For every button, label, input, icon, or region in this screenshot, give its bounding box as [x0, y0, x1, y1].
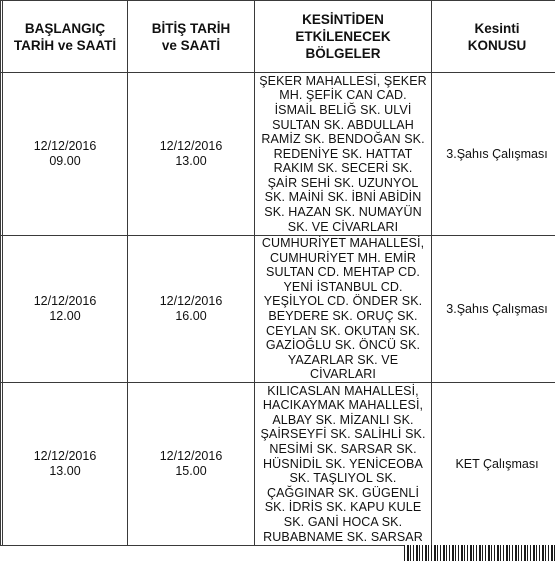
affected-regions-cell: CUMHURİYET MAHALLESİ, CUMHURİYET MH. EMİR SULTAN CD. MEHTAP CD. YENİ İSTANBUL CD. YEŞİLYOL CD. ÖNDER SK. BEYDERE SK. ORUÇ SK. CEYLAN SK. OKUTAN SK. GAZİOĞLU SK. ÖNCÜ SK. YAZARLAR SK. VE CİVARLARI [255, 236, 432, 383]
end-datetime-cell: 12/12/2016 16.00 [128, 236, 255, 383]
start-datetime-cell: 12/12/2016 09.00 [3, 73, 128, 236]
end-datetime-cell: 12/12/2016 13.00 [128, 73, 255, 236]
table-row [1, 236, 555, 383]
start-datetime-cell: 12/12/2016 12.00 [3, 236, 128, 383]
header-start-datetime: BAŞLANGIÇ TARİH ve SAATİ [3, 1, 128, 73]
start-datetime-cell: 12/12/2016 13.00 [3, 382, 128, 545]
table-row [1, 73, 555, 236]
header-affected-regions: KESİNTİDEN ETKİLENECEK BÖLGELER [255, 1, 432, 73]
affected-regions-cell: ŞEKER MAHALLESİ, ŞEKER MH. ŞEFİK CAN CAD. İSMAİL BELİĞ SK. ULVİ SULTAN SK. ABDULLAH RAMİZ SK. BENDOĞAN SK. REDENİYE SK. HATTAT RAKIM SK. SECERİ SK. ŞAİR SEHİ SK. UZUNYOL SK. MAİNİ SK. İBNİ ABİDİN SK. HAZAN SK. NUMAYÜN SK. VE CİVARLARI [255, 73, 432, 236]
outage-subject-cell: KET Çalışması [432, 382, 555, 545]
affected-regions-cell: KILICASLAN MAHALLESİ, HACIKAYMAK MAHALLESİ, ALBAY SK. MİZANLI SK. ŞAİRSEYFİ SK. SALİHLİ SK. NESİMİ SK. SARSAR SK. HÜSNİDİL SK. YENİCEOBA SK. TAŞLIYOL SK. ÇAĞGINAR SK. GÜGENLİ SK. İDRİS SK. KAPU KULE SK. GANİ HOCA SK. RUBABNAME SK. SARSAR [255, 382, 432, 545]
end-datetime-cell: 12/12/2016 15.00 [128, 382, 255, 545]
header-row [1, 1, 555, 73]
barcode-image [404, 545, 555, 561]
header-end-datetime: BİTİŞ TARİH ve SAATİ [128, 1, 255, 73]
header-outage-subject: Kesinti KONUSU [432, 1, 555, 73]
outage-subject-cell: 3.Şahıs Çalışması [432, 236, 555, 383]
table-row [1, 382, 555, 545]
outage-subject-cell: 3.Şahıs Çalışması [432, 73, 555, 236]
